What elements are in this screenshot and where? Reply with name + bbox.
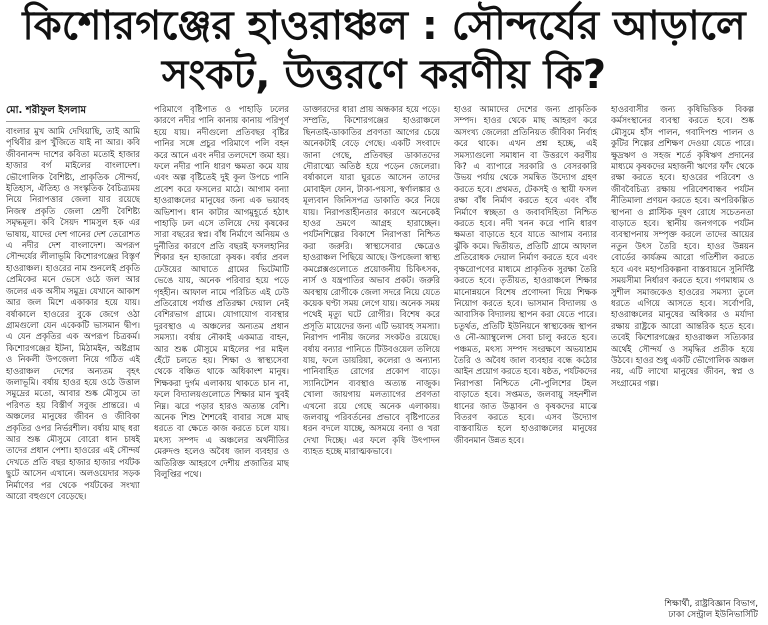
headline: [0, 2, 768, 100]
article-columns: [6, 104, 764, 623]
article-column-4: [454, 104, 597, 623]
signoff-line-1: শিক্ষার্থী, রাষ্ট্রবিজ্ঞান বিভাগ,: [664, 599, 758, 609]
headline-line-1: কিশোরগঞ্জের হাওরাঞ্চল : সৌন্দর্যের আড়ালে: [22, 3, 746, 49]
headline-line-2: সংকট, উত্তরণে করণীয় কি?: [161, 52, 607, 98]
article-column-1: [6, 104, 140, 623]
column-4-text: হাওর আমাদের দেশের জন্য প্রাকৃতিক সম্পদ। হাওর থেকে মাছ আহরণ করে অসংখ্য জেলেরা প্রতিনিয়ত জীবিকা নির্বাহ করে থাকে। এখন প্রশ্ন হচ্ছে, এই সমস্যাগুলো সমাধান বা উত্তরণে করণীয় কি? এ ব্যাপারে সরকারি ও বেসরকারি উভয় পর্যায় থেকে সমন্বিত উদ্যোগ গ্রহণ করতে হবে। প্রথমত, টেকসই ও স্থায়ী ফসল রক্ষা বাঁধ নির্মাণ করতে হবে এবং বাঁধ নির্মাণে স্বচ্ছতা ও জবাবদিহিতা নিশ্চিত করতে হবে। নদী খনন করে পানি ধারণ ক্ষমতা বাড়াতে হবে যাতে আগাম বন্যার ঝুঁকি কমে। দ্বিতীয়ত, প্রতিটি গ্রামে আফাল প্রতিরোধক দেয়াল নির্মাণ করতে হবে এবং বৃক্ষরোপণের মাধ্যমে প্রাকৃতিক সুরক্ষা তৈরি করতে হবে। তৃতীয়ত, হাওরাঞ্চলে শিক্ষার মানোন্নয়নে বিশেষ প্রণোদনা দিয়ে শিক্ষক নিয়োগ করতে হবে। ভাসমান বিদ্যালয় ও আবাসিক বিদ্যালয় স্থাপন করা যেতে পারে। চতুর্থত, প্রতিটি ইউনিয়নে স্বাস্থ্যকেন্দ্র স্থাপন ও নৌ-অ্যাম্বুলেন্স সেবা চালু করতে হবে। পঞ্চমত, মৎস্য সম্পদ সংরক্ষণে অভয়াশ্রম তৈরি ও অবৈধ জাল ব্যবহার বন্ধে কঠোর আইন প্রয়োগ করতে হবে। ষষ্ঠত, পর্যটকদের নিরাপত্তা নিশ্চিতে নৌ-পুলিশের টহল বাড়াতে হবে। সপ্তমত, জলবায়ু সহনশীল ধানের জাত উদ্ভাবন ও কৃষকদের মাঝে বিতরণ করতে হবে। এসব উদ্যোগ বাস্তবায়িত হলে হাওরাঞ্চলের মানুষের জীবনমান উন্নত হবে।: [454, 104, 597, 445]
column-3-text: ডাক্তারদের ধারা প্রায় অন্ধকার হয়ে পড়ে। সম্প্রতি, কিশোরগঞ্জের হাওরাঞ্চলে ছিনতাই-ডাকাতির প্রবণতা আগের চেয়ে অনেকটাই বেড়ে গেছে। একটি সংবাদে জানা গেছে, প্রতিবছর ডাকাতদের দৌরাত্ম্যে অতিষ্ঠ হয়ে পড়েন জেলেরা। বর্ষাকালে যারা ঘুরতে আসেন তাদের মোবাইল ফোন, টাকা-পয়সা, স্বর্ণালঙ্কার ও মূল্যবান জিনিসপত্র ডাকাতি করে নিয়ে যায়। নিরাপত্তাহীনতার কারণে অনেকেই হাওর ভ্রমণে আগ্রহ হারাচ্ছেন। পর্যটনশিল্পের বিকাশে নিরাপত্তা নিশ্চিত করা জরুরি। স্বাস্থ্যসেবার ক্ষেত্রেও হাওরাঞ্চল পিছিয়ে আছে। উপজেলা স্বাস্থ্য কমপ্লেক্সগুলোতে প্রয়োজনীয় চিকিৎসক, নার্স ও যন্ত্রপাতির অভাব প্রকট। জরুরি অবস্থায় রোগীকে জেলা সদরে নিয়ে যেতে কয়েক ঘণ্টা সময় লেগে যায়। অনেক সময় পথেই মৃত্যু ঘটে রোগীর। বিশেষ করে প্রসূতি মায়েদের জন্য এটি ভয়াবহ সমস্যা। নিরাপদ পানীয় জলের সংকটও রয়েছে। বর্ষায় বন্যার পানিতে টিউবওয়েল তলিয়ে যায়, ফলে ডায়রিয়া, কলেরা ও অন্যান্য পানিবাহিত রোগের প্রকোপ বাড়ে। স্যানিটেশন ব্যবস্থাও অত্যন্ত নাজুক। খোলা জায়গায় মলত্যাগের প্রবণতা এখনো রয়ে গেছে অনেক এলাকায়। জলবায়ু পরিবর্তনের প্রভাবে বৃষ্টিপাতের ধরন বদলে যাচ্ছে, অসময়ে বন্যা ও খরা দেখা দিচ্ছে। এর ফলে কৃষি উৎপাদন ব্যাহত হচ্ছে মারাত্মকভাবে।: [303, 104, 440, 457]
column-2-text: পরিমাণে বৃষ্টিপাত ও পাহাড়ি ঢলের কারণে নদীর পানি কানায় কানায় পরিপূর্ণ হয়ে যায়। নদীগুলো প্রতিবছর বৃষ্টির পানির সঙ্গে প্রচুর পরিমাণে পলি বহন করে আনে এবং নদীর তলদেশে জমা হয়। ফলে নদীর পানি ধারণ ক্ষমতা কমে যায় এবং অল্প বৃষ্টিতেই দুই কূল উপচে পানি প্রবেশ করে ফসলের মাঠে। আগাম বন্যা হাওরাঞ্চলের মানুষের জন্য এক ভয়াবহ অভিশাপ। ধান কাটার আগমুহূর্তে হঠাৎ পাহাড়ি ঢল এসে তলিয়ে দেয় কৃষকের সারা বছরের স্বপ্ন। বাঁধ নির্মাণে অনিয়ম ও দুর্নীতির কারণে প্রতি বছরই ফসলহানির শিকার হন হাজারো কৃষক। বর্ষার প্রবল ঢেউয়ের আঘাতে গ্রামের ভিটেমাটি ভেঙে যায়, অনেক পরিবার হয়ে পড়ে গৃহহীন। আফাল নামে পরিচিত এই ঢেউ প্রতিরোধে পর্যাপ্ত প্রতিরক্ষা দেয়াল নেই বেশিরভাগ গ্রামে। যোগাযোগ ব্যবস্থার দুরবস্থাও এ অঞ্চলের অন্যতম প্রধান সমস্যা। বর্ষায় নৌকাই একমাত্র বাহন, আর শুষ্ক মৌসুমে মাইলের পর মাইল হেঁটে চলতে হয়। শিক্ষা ও স্বাস্থ্যসেবা থেকে বঞ্চিত থাকে অধিকাংশ মানুষ। শিক্ষকরা দুর্গম এলাকায় থাকতে চান না, ফলে বিদ্যালয়গুলোতে শিক্ষার মান খুবই নিম্ন। ঝরে পড়ার হারও অত্যন্ত বেশি। অনেক শিশু শৈশবেই বাবার সঙ্গে মাছ ধরতে বা ক্ষেতে কাজ করতে চলে যায়। মৎস্য সম্পদ এ অঞ্চলের অর্থনীতির মেরুদণ্ড হলেও অবৈধ জাল ব্যবহার ও অতিরিক্ত আহরণে দেশীয় প্রজাতির মাছ বিলুপ্তির পথে।: [154, 104, 289, 479]
signoff-line-2: ঢাকা সেন্ট্রাল ইউনিভার্সিটি: [668, 610, 758, 620]
article-column-5: [611, 104, 754, 623]
article-column-3: [303, 104, 440, 623]
article-column-2: [154, 104, 289, 623]
column-1-text: বাংলার মুখ আমি দেখিয়াছি, তাই আমি পৃথিবীর রূপ খুঁজিতে যাই না আর। কবি জীবনানন্দ দাশের কবিতা মতোই হাজার হাজার বর্গ মাইলের বাংলাদেশ। ভৌগোলিক বৈশিষ্ট্য, প্রাকৃতিক সৌন্দর্য, ইতিহাস, ঐতিহ্য ও সংস্কৃতিক বৈচিত্র্যময় নিয়ে নিরাপত্তার জেলা যার রয়েছে নিজস্ব প্রকৃতি জেলা শ্রেণী বৈশিষ্ট্য সমৃদ্ধমূল। কবি সৈয়দ শামসুল হক এর ভাষায়, যাদের দেশ গানের দেশ তেরোশত এ নদীর দেশ বাংলাদেশ। অপরূপ সৌন্দর্যের লীলাভূমি কিশোরগঞ্জের বিস্তৃর্ণ হাওরাঞ্চল। হাওরের নাম শুনলেই প্রকৃতি প্রেমিকের মনে ভেসে ওঠে জল আর জলের এক অসীম সমুদ্র। যেখানে আকাশ আর জল মিশে একাকার হয়ে যায়। বর্ষাকালে হাওরের বুকে জেগে ওঠা গ্রামগুলো যেন একেকটি ভাসমান দ্বীপ। এ যেন প্রকৃতির এক অপরূপ চিত্রকর্ম। কিশোরগঞ্জের ইটনা, মিঠামইন, অষ্টগ্রাম ও নিকলী উপজেলা নিয়ে গঠিত এই হাওরাঞ্চল দেশের অন্যতম বৃহৎ জলাভূমি। বর্ষায় হাওর হয়ে ওঠে উত্তাল সমুদ্রের মতো, আবার শুষ্ক মৌসুমে তা পরিণত হয় বিস্তীর্ণ সবুজ প্রান্তরে। এ অঞ্চলের মানুষের জীবন ও জীবিকা প্রকৃতির ওপর নির্ভরশীল। বর্ষায় মাছ ধরা আর শুষ্ক মৌসুমে বোরো ধান চাষই তাদের প্রধান পেশা। হাওরের এই সৌন্দর্য দেখতে প্রতি বছর হাজার হাজার পর্যটক ছুটে আসেন এখানে। অলওয়েদার সড়ক নির্মাণের পর থেকে পর্যটকের সংখ্যা আরো বহুগুণে বেড়েছে।: [6, 126, 140, 501]
column-5-text: হাওরবাসীর জন্য কৃষিভিত্তিক বিকল্প কর্মসংস্থানের ব্যবস্থা করতে হবে। শুষ্ক মৌসুমে হাঁস পালন, গবাদিপশু পালন ও কুটির শিল্পের প্রশিক্ষণ দেওয়া যেতে পারে। ক্ষুদ্রঋণ ও সহজ শর্তে কৃষিঋণ প্রদানের মাধ্যমে কৃষকদের মহাজনী ঋণের ফাঁদ থেকে রক্ষা করতে হবে। হাওরের পরিবেশ ও জীববৈচিত্র্য রক্ষায় পরিবেশবান্ধব পর্যটন নীতিমালা প্রণয়ন করতে হবে। অপরিকল্পিত স্থাপনা ও প্লাস্টিক দূষণ রোধে সচেতনতা বাড়াতে হবে। স্থানীয় জনগণকে পর্যটন ব্যবস্থাপনায় সম্পৃক্ত করলে তাদের আয়ের নতুন উৎস তৈরি হবে। হাওর উন্নয়ন বোর্ডের কার্যক্রম আরো গতিশীল করতে হবে এবং মহাপরিকল্পনা বাস্তবায়নে সুনির্দিষ্ট সময়সীমা নির্ধারণ করতে হবে। গণমাধ্যম ও সুশীল সমাজকেও হাওরের সমস্যা তুলে ধরতে এগিয়ে আসতে হবে। সর্বোপরি, হাওরাঞ্চলের মানুষের অধিকার ও মর্যাদা রক্ষায় রাষ্ট্রকে আরো আন্তরিক হতে হবে। তবেই কিশোরগঞ্জের হাওরাঞ্চল সত্যিকার অর্থেই সৌন্দর্য ও সমৃদ্ধির প্রতীক হয়ে উঠবে। হাওর শুধু একটি ভৌগোলিক অঞ্চল নয়, এটি লাখো মানুষের জীবন, স্বপ্ন ও সংগ্রামের গল্প।: [611, 104, 754, 388]
author-signoff: [598, 599, 758, 621]
byline: মো. শরীফুল ইসলাম: [6, 104, 140, 122]
